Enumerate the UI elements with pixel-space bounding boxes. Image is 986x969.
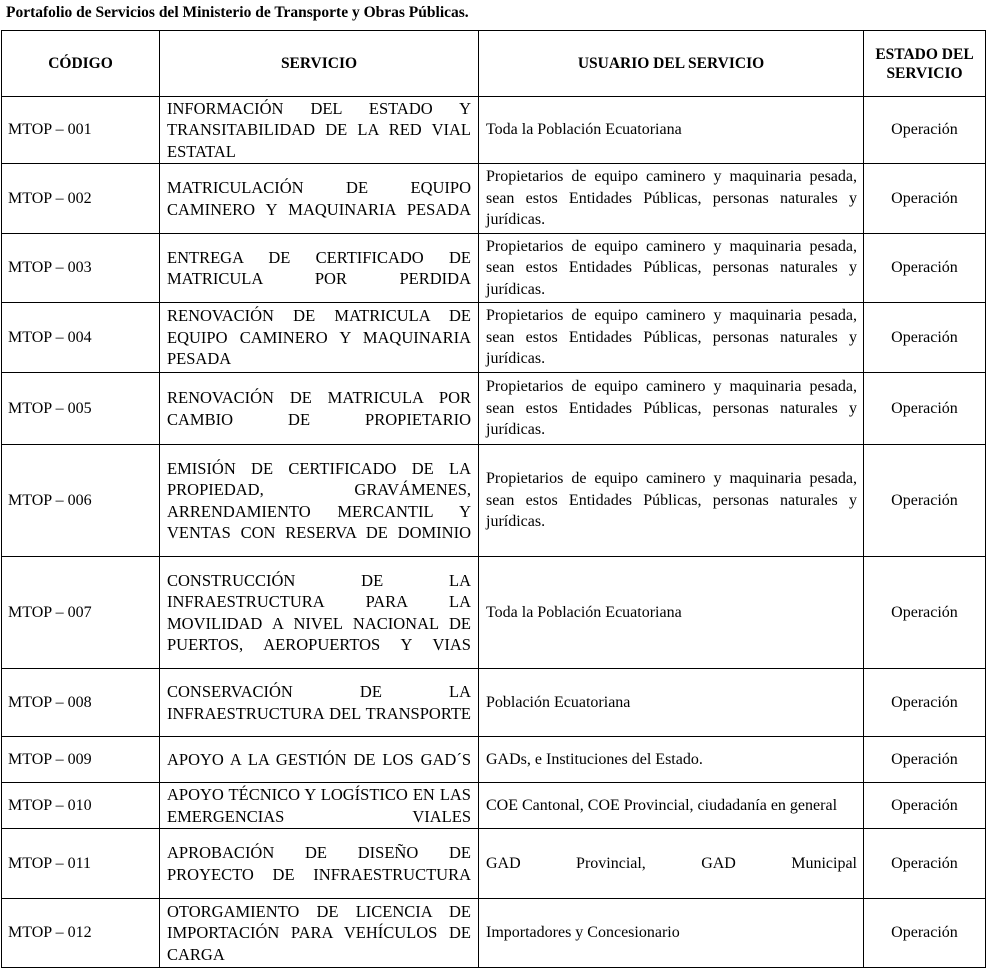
- row-estado: Operación: [864, 737, 986, 783]
- row-usuario: Toda la Población Ecuatoriana: [479, 97, 864, 164]
- header-estado: ESTADO DEL SERVICIO: [864, 31, 986, 97]
- row-usuario: Propietarios de equipo caminero y maquinaria pesada, sean estos Entidades Públicas, personas naturales y jurídicas.: [479, 164, 864, 234]
- row-codigo: MTOP – 002: [2, 164, 160, 234]
- row-codigo: MTOP – 004: [2, 303, 160, 373]
- row-servicio: CONSTRUCCIÓN DE LA INFRAESTRUCTURA PARA LA MOVILIDAD A NIVEL NACIONAL DE PUERTOS, AEROPUERTOS Y VIAS: [160, 557, 479, 669]
- row-codigo: MTOP – 006: [2, 445, 160, 557]
- row-servicio: MATRICULACIÓN DE EQUIPO CAMINERO Y MAQUINARIA PESADA: [160, 164, 479, 234]
- row-codigo: MTOP – 011: [2, 829, 160, 899]
- row-servicio: RENOVACIÓN DE MATRICULA POR CAMBIO DE PROPIETARIO: [160, 373, 479, 445]
- row-servicio: CONSERVACIÓN DE LA INFRAESTRUCTURA DEL TRANSPORTE: [160, 669, 479, 737]
- row-codigo: MTOP – 009: [2, 737, 160, 783]
- row-usuario: Propietarios de equipo caminero y maquinaria pesada, sean estos Entidades Públicas, personas naturales y jurídicas.: [479, 445, 864, 557]
- row-codigo: MTOP – 008: [2, 669, 160, 737]
- row-codigo: MTOP – 007: [2, 557, 160, 669]
- row-estado: Operación: [864, 373, 986, 445]
- row-estado: Operación: [864, 303, 986, 373]
- table-row: [2, 737, 986, 783]
- row-servicio: APROBACIÓN DE DISEÑO DE PROYECTO DE INFRAESTRUCTURA: [160, 829, 479, 899]
- row-estado: Operación: [864, 164, 986, 234]
- row-servicio: EMISIÓN DE CERTIFICADO DE LA PROPIEDAD, GRAVÁMENES, ARRENDAMIENTO MERCANTIL Y VENTAS CON RESERVA DE DOMINIO: [160, 445, 479, 557]
- row-codigo: MTOP – 012: [2, 899, 160, 968]
- table-row: [2, 445, 986, 557]
- document-title: Portafolio de Servicios del Ministerio de Transporte y Obras Públicas.: [6, 4, 469, 21]
- table-row: [2, 783, 986, 829]
- row-servicio: OTORGAMIENTO DE LICENCIA DE IMPORTACIÓN PARA VEHÍCULOS DE CARGA: [160, 899, 479, 968]
- table-row: [2, 303, 986, 373]
- row-servicio: APOYO A LA GESTIÓN DE LOS GAD´S: [160, 737, 479, 783]
- row-estado: Operación: [864, 557, 986, 669]
- row-estado: Operación: [864, 669, 986, 737]
- row-servicio: INFORMACIÓN DEL ESTADO Y TRANSITABILIDAD DE LA RED VIAL ESTATAL: [160, 97, 479, 164]
- row-servicio: APOYO TÉCNICO Y LOGÍSTICO EN LAS EMERGENCIAS VIALES: [160, 783, 479, 829]
- table-row: [2, 164, 986, 234]
- row-estado: Operación: [864, 899, 986, 968]
- table-row: [2, 557, 986, 669]
- table-header-row: [2, 31, 986, 97]
- row-estado: Operación: [864, 829, 986, 899]
- row-usuario: GAD Provincial, GAD Municipal: [479, 829, 864, 899]
- row-codigo: MTOP – 003: [2, 234, 160, 303]
- table-row: [2, 234, 986, 303]
- row-codigo: MTOP – 005: [2, 373, 160, 445]
- row-usuario: Propietarios de equipo caminero y maquinaria pesada, sean estos Entidades Públicas, personas naturales y jurídicas.: [479, 373, 864, 445]
- row-usuario: Toda la Población Ecuatoriana: [479, 557, 864, 669]
- row-codigo: MTOP – 001: [2, 97, 160, 164]
- table-row: [2, 899, 986, 968]
- services-table: [1, 30, 986, 968]
- row-usuario: Propietarios de equipo caminero y maquinaria pesada, sean estos Entidades Públicas, personas naturales y jurídicas.: [479, 303, 864, 373]
- header-usuario: USUARIO DEL SERVICIO: [479, 31, 864, 97]
- table-row: [2, 829, 986, 899]
- row-estado: Operación: [864, 783, 986, 829]
- row-usuario: COE Cantonal, COE Provincial, ciudadanía en general: [479, 783, 864, 829]
- row-servicio: ENTREGA DE CERTIFICADO DE MATRICULA POR PERDIDA: [160, 234, 479, 303]
- row-servicio: RENOVACIÓN DE MATRICULA DE EQUIPO CAMINERO Y MAQUINARIA PESADA: [160, 303, 479, 373]
- table-row: [2, 669, 986, 737]
- header-codigo: CÓDIGO: [2, 31, 160, 97]
- row-usuario: GADs, e Instituciones del Estado.: [479, 737, 864, 783]
- table-row: [2, 373, 986, 445]
- row-usuario: Importadores y Concesionario: [479, 899, 864, 968]
- row-estado: Operación: [864, 97, 986, 164]
- header-servicio: SERVICIO: [160, 31, 479, 97]
- row-usuario: Propietarios de equipo caminero y maquinaria pesada, sean estos Entidades Públicas, personas naturales y jurídicas.: [479, 234, 864, 303]
- table-row: [2, 97, 986, 164]
- row-usuario: Población Ecuatoriana: [479, 669, 864, 737]
- row-estado: Operación: [864, 445, 986, 557]
- row-codigo: MTOP – 010: [2, 783, 160, 829]
- row-estado: Operación: [864, 234, 986, 303]
